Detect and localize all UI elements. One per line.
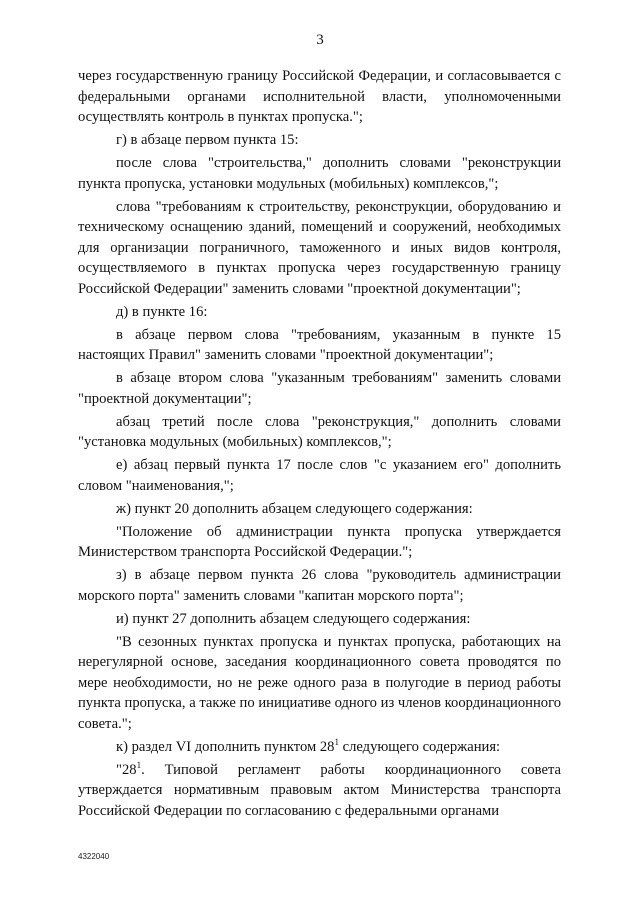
paragraph-28-text-after: . Типовой регламент работы координационного совета утверждается нормативным правовым актом Министерства транспорта Российской Федерации по согласованию с федеральными органами — [78, 761, 561, 819]
paragraph-28-1 — [78, 760, 561, 822]
paragraph-4: слова "требованиям к строительству, реконструкции, оборудованию и техническому оснащению зданий, помещений и сооружений, необходимых для организации пограничного, таможенного и иных видов контроля, осуществляемого в пунктах пропуска через государственную границу Российской Федерации" заменить словами "проектной документации"; — [78, 198, 561, 297]
paragraph-k-text-before: к) раздел VI дополнить пунктом 28 — [116, 738, 335, 755]
paragraph-item-g: г) в абзаце первом пункта 15: — [116, 132, 299, 148]
document-body — [78, 66, 561, 824]
paragraph-item-zh: ж) пункт 20 дополнить абзацем следующего содержания: — [116, 500, 473, 517]
paragraph-11: "Положение об администрации пункта пропуска утверждается Министерством транспорта Российской Федерации."; — [78, 523, 561, 560]
paragraph-item-i: и) пункт 27 дополнить абзацем следующего содержания: — [116, 610, 471, 627]
paragraph-1: через государственную границу Российской Федерации, и согласовывается с федеральными органами исполнительной власти, уполномоченными осуществлять контроль в пунктах пропуска."; — [78, 68, 561, 125]
paragraph-item-z: з) в абзаце первом пункта 26 слова "руководитель администрации морского порта" заменить словами "капитан морского порта"; — [78, 567, 561, 604]
paragraph-28-superscript: 1 — [136, 759, 142, 770]
paragraph-28-text-before: "28 — [116, 761, 137, 778]
paragraph-3: после слова "строительства," дополнить словами "реконструкции пункта пропуска, установки модульных (мобильных) комплексов,"; — [78, 155, 561, 192]
paragraph-7: в абзаце втором слова "указанным требованиям" заменить словами "проектной документации"; — [78, 370, 561, 407]
paragraph-item-k — [78, 737, 561, 758]
paragraph-k-text-after: следующего содержания: — [338, 738, 501, 755]
page-number: 3 — [316, 32, 324, 48]
paragraph-8: абзац третий после слова "реконструкция," дополнить словами "установка модульных (мобильных) комплексов,"; — [78, 413, 561, 450]
paragraph-k-superscript: 1 — [334, 736, 339, 747]
document-code: 4322040 — [78, 852, 110, 861]
paragraph-item-d: д) в пункте 16: — [116, 303, 208, 320]
paragraph-6: в абзаце первом слова "требованиям, указанным в пункте 15 настоящих Правил" заменить словами "проектной документации"; — [78, 326, 561, 363]
paragraph-item-e: е) абзац первый пункта 17 после слов "с указанием его" дополнить словом "наименования,"; — [78, 457, 561, 494]
paragraph-14: "В сезонных пунктах пропуска и пунктах пропуска, работающих на нерегулярной основе, заседания координационного совета проводятся по мере необходимости, но не реже одного раза в полугодие в период работы пункта пропуска, а также по инициативе одного из членов координационного совета."; — [78, 633, 561, 732]
